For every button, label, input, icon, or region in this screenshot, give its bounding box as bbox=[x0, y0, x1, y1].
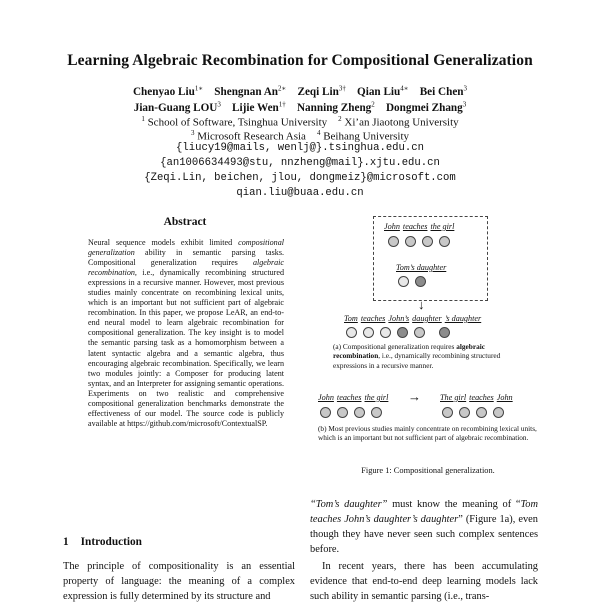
node bbox=[414, 327, 425, 338]
section-heading: 1 Introduction bbox=[63, 536, 142, 548]
node bbox=[363, 327, 374, 338]
node-row-mid bbox=[398, 276, 432, 287]
abstract-heading: Abstract bbox=[163, 216, 207, 228]
subcaption-a: (a) Compositional generalization requires algebraic recombination, i.e., dynamically recombining structured expressions in a recursive manner. bbox=[333, 342, 501, 370]
author: Dongmei Zhang$^3$ bbox=[385, 100, 467, 114]
affiliation-line-1: $^1$ School of Software, Tsinghua University $^2$ Xi’an Jiaotong University bbox=[141, 115, 459, 129]
paper-title: Learning Algebraic Recombination for Compositional Generalization bbox=[67, 52, 533, 69]
figure-sentence-composed: Tom teaches John’s daughter ’s daughter bbox=[344, 314, 482, 323]
abstract-body: Neural sequence models exhibit limited compositional generalization ability in semantic parsing tasks. Compositional generalization requires algebraic recombination, i.e., dynamically recombining structured expressions in a recursive manner. However, most previous studies mainly concentrate on recombining lexical units, which is an important but not sufficient part of algebraic recombination. In this paper, we propose LeAR, an end-to-end neural model to learn algebraic recombination for compositional generalization. The key insight is to model the semantic parsing task as a homomorphism between a latent syntactic algebra and a semantic algebra, thus encouraging algebraic recombination. Specifically, we learn two modules jointly: a Composer for producing latent syntax, and an Interpreter for assigning semantic operations. Experiments on two realistic and comprehensive compositional generalization benchmarks demonstrate the effectiveness of our model. The source code is publicly available at https://github.com/microsoft/ContextualSP. bbox=[88, 238, 284, 428]
node bbox=[422, 236, 433, 247]
author: Lijie Wen$^{1\dagger}$ bbox=[232, 100, 286, 114]
author: Qian Liu$^{4∗}$ bbox=[357, 84, 409, 98]
node bbox=[459, 407, 470, 418]
affiliation-line-2: $^3$ Microsoft Research Asia $^4$ Beihang University bbox=[190, 129, 410, 143]
figure-sentence-right: The girl teaches John bbox=[440, 393, 513, 402]
node bbox=[380, 327, 391, 338]
node bbox=[415, 276, 426, 287]
subcaption-b: (b) Most previous studies mainly concentrate on recombining lexical units, which is an important but not sufficient part of algebraic recombination. bbox=[318, 424, 537, 443]
down-arrow-icon: ↓ bbox=[418, 297, 425, 312]
email-line: qian.liu@buaa.edu.cn bbox=[236, 187, 364, 199]
author: Shengnan $An^{2∗}$ bbox=[214, 84, 287, 98]
node bbox=[442, 407, 453, 418]
figure-sentence-top: John teaches the girl bbox=[384, 222, 455, 231]
figure-sentence-left: John teaches the girl bbox=[318, 393, 389, 402]
author: Chenyao Liu$^{1∗}$ bbox=[132, 84, 204, 98]
right-arrow-icon: → bbox=[408, 389, 421, 404]
node bbox=[405, 236, 416, 247]
email-line: {an1006634493@stu, nnzheng@mail}.xjtu.edu.cn bbox=[160, 157, 440, 169]
node bbox=[388, 236, 399, 247]
figure-phrase-mid: Tom’s daughter bbox=[396, 263, 447, 272]
node bbox=[439, 327, 450, 338]
node bbox=[439, 236, 450, 247]
node bbox=[320, 407, 331, 418]
author: Jian-Guang LOU$^3$ bbox=[133, 100, 221, 114]
node bbox=[493, 407, 504, 418]
node bbox=[346, 327, 357, 338]
node-row-left bbox=[320, 407, 388, 418]
paragraph: “Tom’s daughter” must know the meaning of “Tom teaches John’s daughter’s daughter” (Figure 1a), even though they have never seen such complex sentences before. bbox=[310, 499, 538, 555]
node bbox=[354, 407, 365, 418]
author: Bei Chen$^3$ bbox=[419, 84, 468, 98]
node-row-composed bbox=[346, 327, 456, 338]
node-row-right bbox=[442, 407, 510, 418]
node bbox=[371, 407, 382, 418]
author: Zeqi Lin$^{3\dagger}$ bbox=[297, 84, 346, 98]
node bbox=[337, 407, 348, 418]
intro-text: The principle of compositionality is an essential property of language: the meaning of a complex expression is fully determined by its structure and bbox=[63, 561, 295, 602]
email-line: {liucy19@mails, wenlj@}.tsinghua.edu.cn bbox=[176, 142, 424, 154]
right-column-text bbox=[310, 497, 538, 604]
author: Nanning Zheng$^2$ bbox=[296, 100, 375, 114]
node bbox=[476, 407, 487, 418]
node bbox=[398, 276, 409, 287]
figure-caption: Figure 1: Compositional generalization. bbox=[361, 466, 495, 475]
paragraph: In recent years, there has been accumulating evidence that end-to-end deep learning models lack such ability in semantic parsing (i.e., trans- bbox=[310, 561, 538, 602]
node bbox=[397, 327, 408, 338]
node-row-top bbox=[388, 236, 456, 247]
email-line: {Zeqi.Lin, beichen, jlou, dongmeiz}@microsoft.com bbox=[144, 172, 456, 184]
